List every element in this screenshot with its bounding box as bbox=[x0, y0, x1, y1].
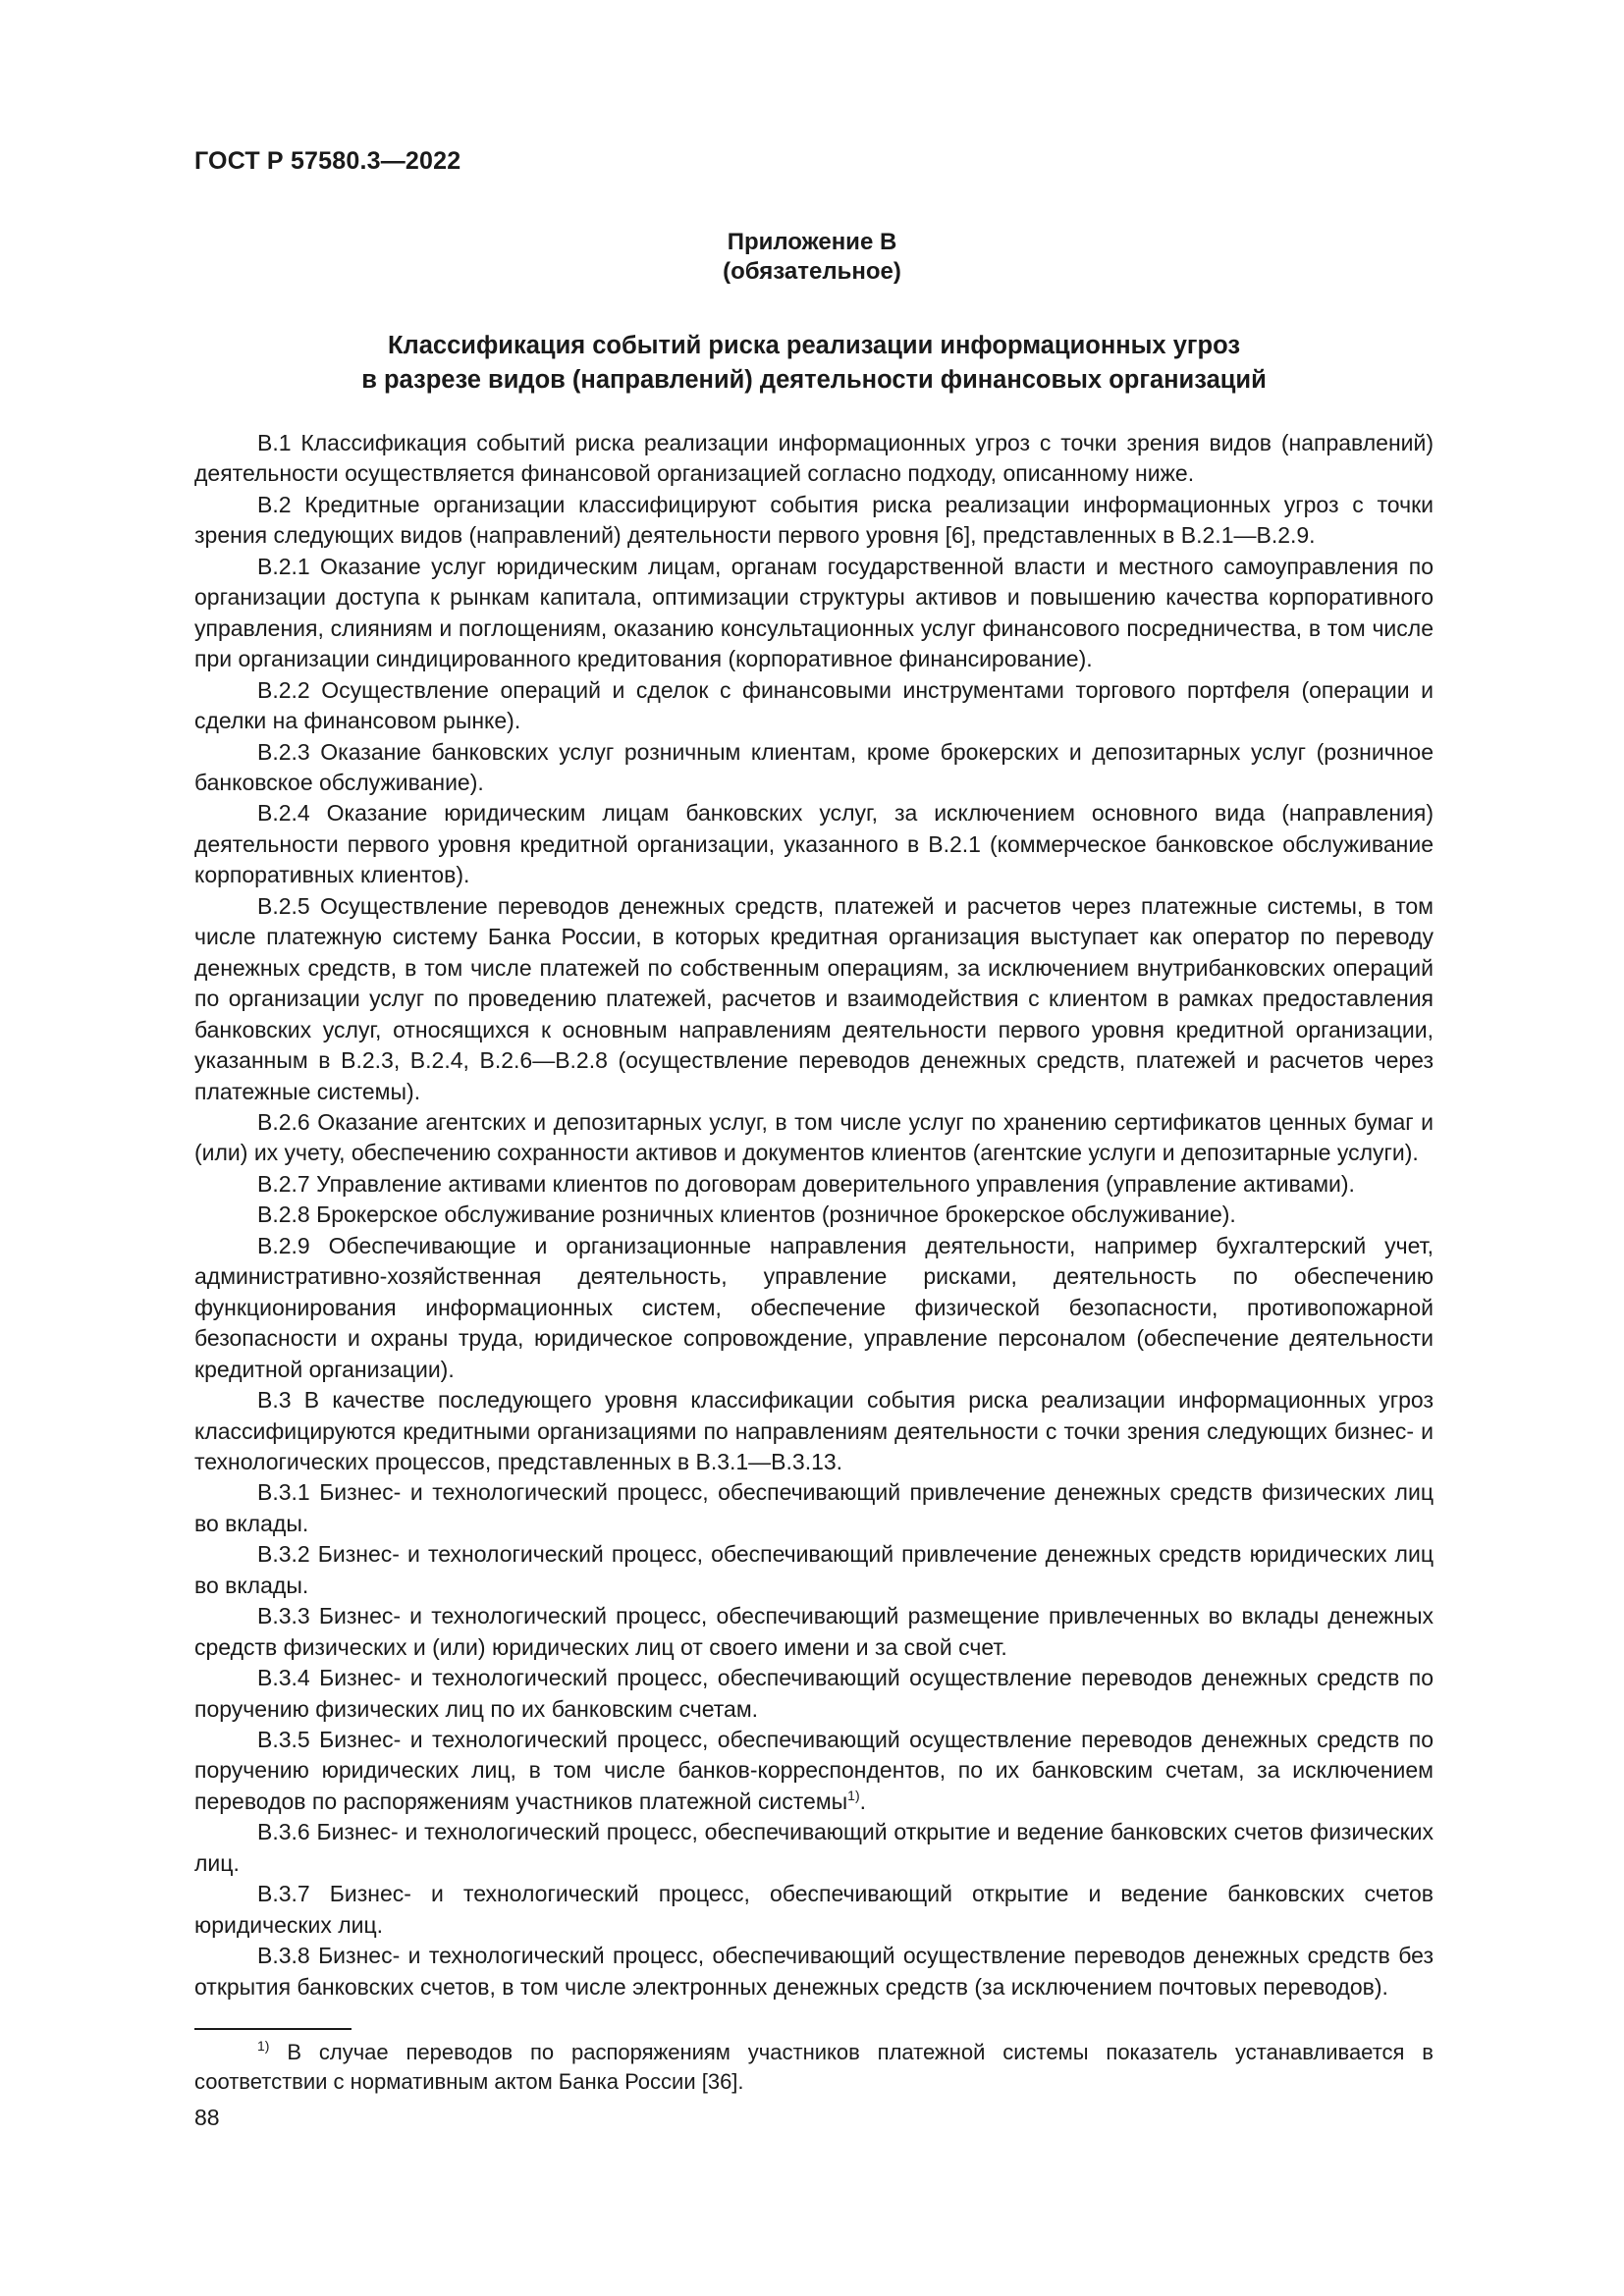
footnote-text: В случае переводов по распоряжениям участников платежной системы показатель устанавливается в соответствии с нормативным актом Банка России [36]. bbox=[194, 2040, 1434, 2094]
paragraph-b2: В.2 Кредитные организации классифицируют события риска реализации информационных угроз с точки зрения следующих видов (направлений) деятельности первого уровня [6], представленных в В.2.1—В.2.9. bbox=[194, 491, 1434, 549]
paragraph-b3-8: В.3.8 Бизнес- и технологический процесс, обеспечивающий осуществление переводов денежных средств без открытия банковских счетов, в том числе электронных денежных средств (за исключением почтовых переводов). bbox=[194, 1943, 1434, 2000]
paragraph-b2-4: В.2.4 Оказание юридическим лицам банковских услуг, за исключением основного вида (направления) деятельности первого уровня кредитной организации, указанного в В.2.1 (коммерческое банковское обслуживание корпоративных клиентов). bbox=[194, 800, 1434, 888]
paragraph-b2-9: В.2.9 Обеспечивающие и организационные направления деятельности, например бухгалтерский учет, административно-хозяйственная деятельность, управление рисками, деятельность по обеспечению функционирования информационных систем, обеспечение физической безопасности, противопожарной безопасности и охраны труда, юридическое сопровождение, управление персоналом (обеспечение деятельности кредитной организации). bbox=[194, 1232, 1434, 1382]
page-number: 88 bbox=[194, 2105, 220, 2130]
paragraph-b3-1: В.3.1 Бизнес- и технологический процесс, обеспечивающий привлечение денежных средств физических лиц во вклады. bbox=[194, 1479, 1434, 1536]
footnote bbox=[194, 2038, 1434, 2097]
footnote-divider bbox=[194, 2028, 352, 2030]
paragraph-b3-2: В.3.2 Бизнес- и технологический процесс, обеспечивающий привлечение денежных средств юридических лиц во вклады. bbox=[194, 1541, 1434, 1598]
paragraph-b2-6: В.2.6 Оказание агентских и депозитарных услуг, в том числе услуг по хранению сертификатов ценных бумаг и (или) их учету, обеспечению сохранности активов и документов клиентов (агентские услуги и депозитарные услуги). bbox=[194, 1108, 1434, 1166]
paragraph-b2-2: В.2.2 Осуществление операций и сделок с финансовыми инструментами торгового портфеля (операции и сделки на финансовом рынке). bbox=[194, 676, 1434, 734]
body-text bbox=[194, 428, 1434, 2002]
appendix-label: Приложение В bbox=[727, 229, 897, 255]
appendix-title-line-1: Классификация событий риска реализации информационных угроз bbox=[387, 332, 1240, 359]
paragraph-b3-4: В.3.4 Бизнес- и технологический процесс, обеспечивающий осуществление переводов денежных средств по поручению физических лиц по их банковским счетам. bbox=[194, 1665, 1434, 1722]
appendix-type: (обязательное) bbox=[723, 258, 901, 285]
paragraph-b3-3: В.3.3 Бизнес- и технологический процесс, обеспечивающий размещение привлеченных во вклады денежных средств физических и (или) юридических лиц от своего имени и за свой счет. bbox=[194, 1603, 1434, 1660]
paragraph-b3-6: В.3.6 Бизнес- и технологический процесс, обеспечивающий открытие и ведение банковских счетов физических лиц. bbox=[194, 1819, 1434, 1876]
paragraph-b2-1: В.2.1 Оказание услуг юридическим лицам, органам государственной власти и местного самоуправления по организации доступа к рынкам капитала, оптимизации структуры активов и повышению качества корпоративного управления, слияниям и поглощениям, оказанию консультационных услуг финансового посредничества, в том числе при организации синдицированного кредитования (корпоративное финансирование). bbox=[194, 553, 1434, 672]
paragraph-b2-5: В.2.5 Осуществление переводов денежных средств, платежей и расчетов через платежные системы, в том числе платежную систему Банка России, в которых кредитная организация выступает как оператор по переводу денежных средств, в том числе платежей по собственным операциям, за исключением внутрибанковских операций по организации услуг по проведению платежей, расчетов и взаимодействия с клиентом в рамках предоставления банковских услуг, относящихся к основным направлениям деятельности первого уровня кредитной организации, указанным в В.2.3, В.2.4, В.2.6—В.2.8 (осуществление переводов денежных средств, платежей и расчетов через платежные системы). bbox=[194, 892, 1434, 1104]
appendix-title-line-2: в разрезе видов (направлений) деятельности финансовых организаций bbox=[361, 366, 1267, 394]
paragraph-b3: В.3 В качестве последующего уровня классификации события риска реализации информационных угроз классифицируются кредитными организациями по направлениям деятельности с точки зрения следующих бизнес- и технологических процессов, представленных в В.3.1—В.3.13. bbox=[194, 1387, 1434, 1474]
footnote-marker: 1) bbox=[257, 2038, 270, 2054]
paragraph-b2-8: В.2.8 Брокерское обслуживание розничных клиентов (розничное брокерское обслуживание). bbox=[257, 1201, 1236, 1228]
paragraph-b3-5 bbox=[194, 1725, 1434, 1817]
document-code-header: ГОСТ Р 57580.3—2022 bbox=[194, 147, 461, 175]
footnote-reference: 1) bbox=[847, 1787, 860, 1803]
paragraph-b2-3: В.2.3 Оказание банковских услуг розничным клиентам, кроме брокерских и депозитарных услуг (розничное банковское обслуживание). bbox=[194, 738, 1434, 795]
paragraph-b3-5-text: В.3.5 Бизнес- и технологический процесс, обеспечивающий осуществление переводов денежных средств по поручению юридических лиц, в том числе банков-корреспондентов, по их банковским счетам, за исключением переводов по распоряжениям участников платежной системы bbox=[194, 1727, 1434, 1814]
appendix-title bbox=[194, 329, 1434, 398]
paragraph-b1: В.1 Классификация событий риска реализации информационных угроз с точки зрения видов (направлений) деятельности осуществляется финансовой организацией согласно подходу, описанному ниже. bbox=[194, 430, 1434, 487]
paragraph-b3-7: В.3.7 Бизнес- и технологический процесс, обеспечивающий открытие и ведение банковских счетов юридических лиц. bbox=[194, 1881, 1434, 1938]
paragraph-b2-7: В.2.7 Управление активами клиентов по договорам доверительного управления (управление активами). bbox=[257, 1170, 1355, 1197]
paragraph-b3-5-end: . bbox=[859, 1788, 867, 1814]
